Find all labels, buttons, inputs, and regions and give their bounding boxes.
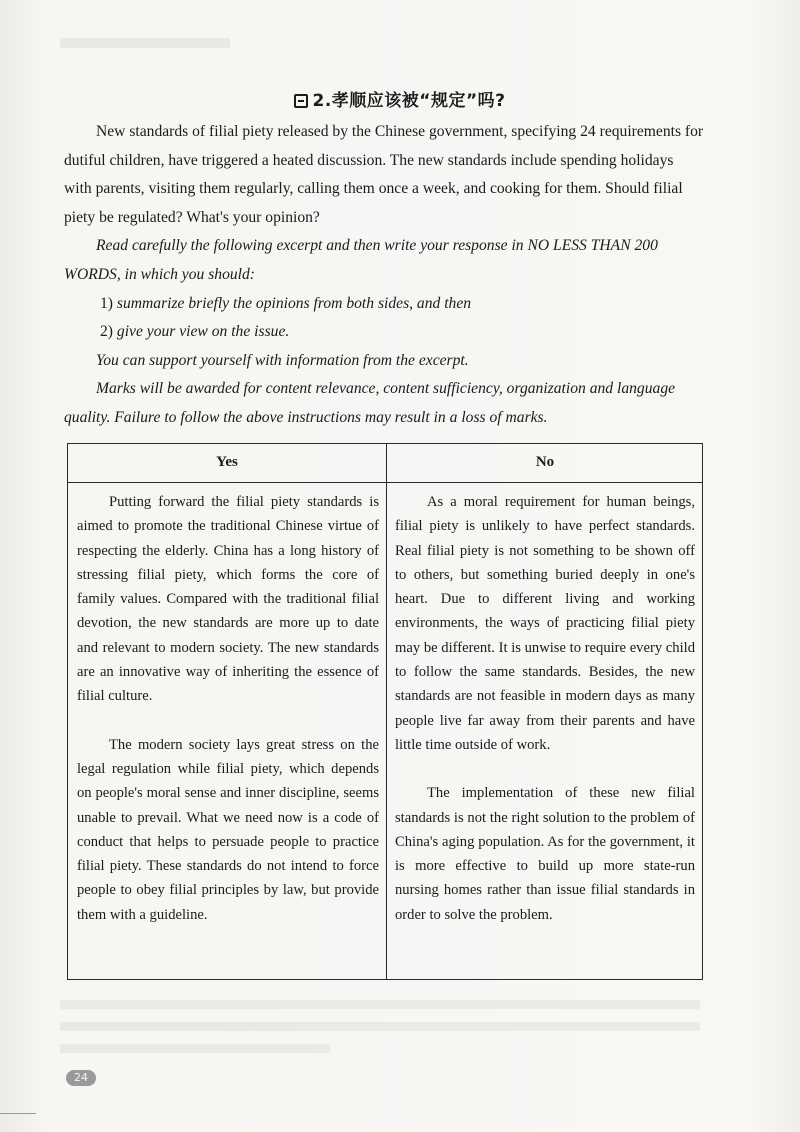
- bottom-rule: [0, 1113, 36, 1114]
- yes-column: [77, 490, 379, 927]
- yes-paragraph-2: The modern society lays great stress on the legal regulation while filial piety, which depends on people's moral sense and inner discipline, seems unable to prevail. What we need now is a code of conduct that helps to persuade people to practice filial piety. These standards do not intend to force people to obey filial principles by law, but provide them with a guideline.: [77, 736, 379, 923]
- writing-icon: [294, 94, 308, 108]
- column-divider: [386, 444, 387, 979]
- opinion-table: [67, 443, 703, 980]
- section-number: 2.: [312, 91, 332, 111]
- item-text: give your view on the issue.: [116, 323, 290, 341]
- yes-paragraph-1: Putting forward the filial piety standards is aimed to promote the traditional Chinese virtue of respecting the elderly. China has a long history of stressing filial piety, which forms the core of family values. Compared with the traditional filial devotion, the new standards are more up to date and relevant to modern society. The new standards are an innovative way of inheriting the essence of filial culture.: [77, 494, 379, 705]
- marks-note: Marks will be awarded for content relevance, content sufficiency, organization and language quality. Failure to follow the above instructions may result in a loss of marks.: [64, 380, 676, 426]
- item-number: 1): [100, 294, 113, 312]
- section-title-text: 孝顺应该被“规定”吗?: [331, 91, 506, 111]
- bleed-through-text: [60, 1000, 700, 1009]
- bleed-through-text: [60, 1044, 330, 1053]
- no-column: [395, 490, 695, 927]
- no-paragraph-2: The implementation of these new filial standards is not the right solution to the problem of China's aging population. As for the government, it is more effective to build up more state-run nursing homes rather than issue filial standards in order to solve the problem.: [395, 785, 695, 923]
- instruction-item-2: [64, 318, 704, 347]
- support-note: You can support yourself with information from the excerpt.: [96, 351, 469, 369]
- header-rule: [68, 482, 702, 483]
- no-header: No: [535, 454, 555, 470]
- page-number: 24: [66, 1070, 96, 1086]
- prompt-section: [64, 118, 704, 433]
- no-paragraph-1: As a moral requirement for human beings, filial piety is unlikely to have perfect standards. Real filial piety is not something to be shown off to others, but something buried deeply in one's heart. Due to different living and working environments, the ways of practicing filial piety may be different. It is unwise to require every child to follow the same standards. Besides, the new standards are not feasible in modern days as many people live far away from their parents and have little time outside of work.: [395, 494, 695, 753]
- section-title: [0, 86, 800, 111]
- intro-paragraph: New standards of filial piety released by the Chinese government, specifying 24 requirements for dutiful children, have triggered a heated discussion. The new standards include spending holidays with parents, visiting them regularly, calling them once a week, and cooking for them. Should filial piety be regulated? What's your opinion?: [64, 123, 704, 226]
- instructions-paragraph: Read carefully the following excerpt and then write your response in NO LESS THAN 200 WORDS, in which you should:: [64, 237, 658, 283]
- yes-header: Yes: [216, 454, 238, 470]
- bleed-through-text: [60, 1022, 700, 1031]
- item-text: summarize briefly the opinions from both sides, and then: [116, 294, 472, 312]
- instruction-item-1: [64, 290, 704, 319]
- running-head-bleed: [60, 38, 230, 48]
- item-number: 2): [100, 323, 113, 341]
